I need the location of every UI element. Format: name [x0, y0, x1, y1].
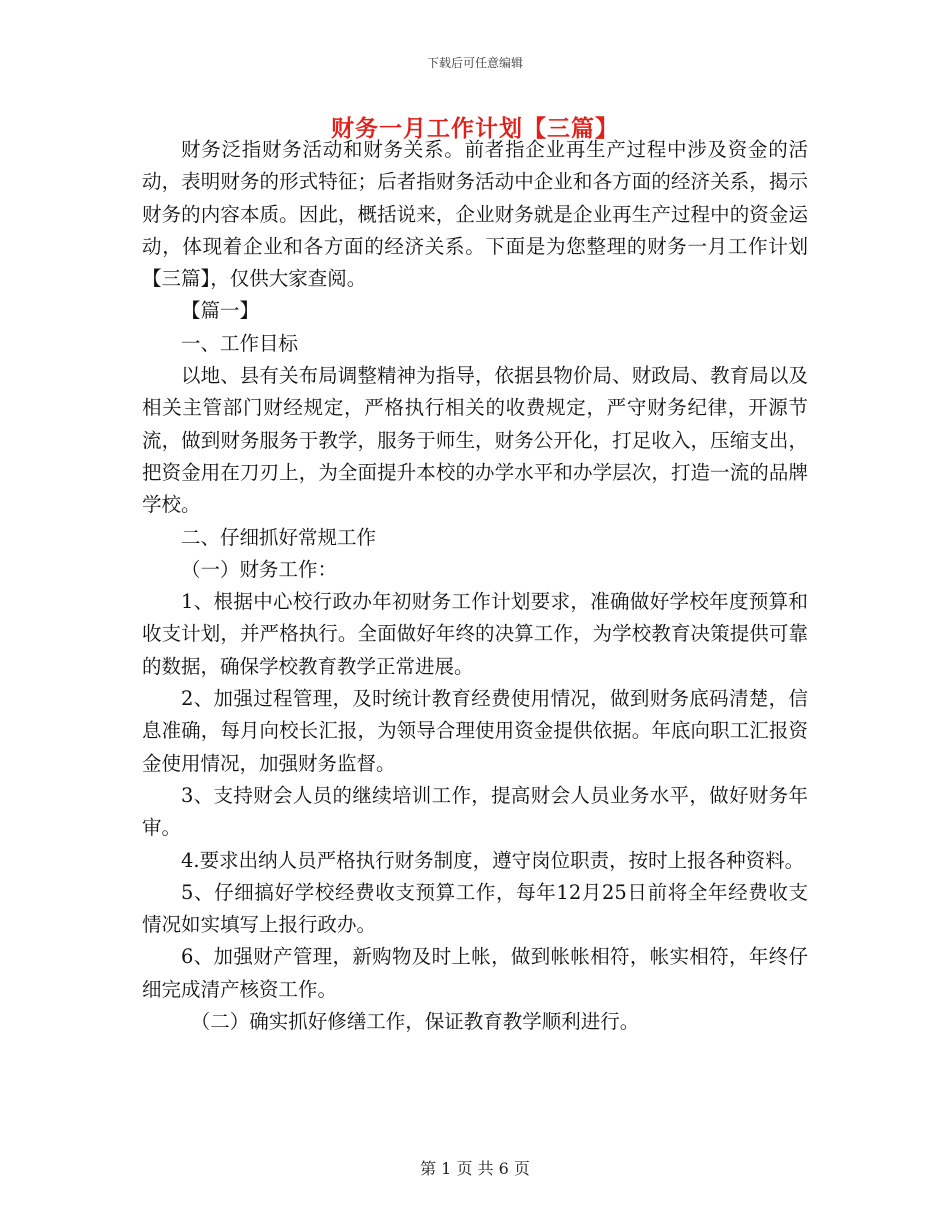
section-heading-part-one: 【篇一】 — [181, 299, 260, 323]
paragraph-work-goals: 以地、县有关布局调整精神为指导，依据县物价局、财政局、教育局以及相关主管部门财经规定，严格执行相关的收费规定，严守财务纪律，开源节流，做到财务服务于教学，服务于师生，财务公开化，打足收入，压缩支出，把资金用在刀刃上，为全面提升本校的办学水平和办学层次，打造一流的品牌学校。 — [142, 364, 808, 517]
list-item-3: 3、支持财会人员的继续培训工作，提高财会人员业务水平，做好财务年审。 — [142, 783, 808, 840]
list-item-2: 2、加强过程管理，及时统计教育经费使用情况，做到财务底码清楚，信息准确，每月向校长汇报，为领导合理使用资金提供依据。年底向职工汇报资金使用情况，加强财务监督。 — [142, 687, 808, 775]
document-title: 财务一月工作计划【三篇】 — [331, 115, 619, 142]
heading-work-goals: 一、工作目标 — [181, 331, 299, 355]
list-item-5: 5、仔细搞好学校经费收支预算工作，每年12月25日前将全年经费收支情况如实填写上报行政办。 — [142, 880, 808, 937]
subheading-repair-work: （二）确实抓好修缮工作，保证教育教学顺利进行。 — [190, 1010, 640, 1034]
list-item-6: 6、加强财产管理，新购物及时上帐，做到帐帐相符，帐实相符，年终仔细完成清产核资工作。 — [142, 945, 808, 1001]
page-header: 下载后可任意编辑 — [426, 56, 523, 70]
page-footer: 第 1 页 共 6 页 — [420, 1159, 530, 1178]
list-item-4: 4.要求出纳人员严格执行财务制度，遵守岗位职责，按时上报各种资料。 — [181, 848, 805, 872]
heading-routine-work: 二、仔细抓好常规工作 — [181, 525, 377, 549]
document-body — [142, 134, 808, 1038]
intro-paragraph: 财务泛指财务活动和财务关系。前者指企业再生产过程中涉及资金的活动，表明财务的形式特征；后者指财务活动中企业和各方面的经济关系，揭示财务的内容本质。因此，概括说来，企业财务就是企业再生产过程中的资金运动，体现着企业和各方面的经济关系。下面是为您整理的财务一月工作计划【三篇】，仅供大家查阅。 — [142, 138, 808, 291]
list-item-1: 1、根据中心校行政办年初财务工作计划要求，准确做好学校年度预算和收支计划，并严格执行。全面做好年终的决算工作，为学校教育决策提供可靠的数据，确保学校教育教学正常进展。 — [142, 590, 808, 678]
subheading-finance-work: （一）财务工作： — [181, 557, 338, 581]
